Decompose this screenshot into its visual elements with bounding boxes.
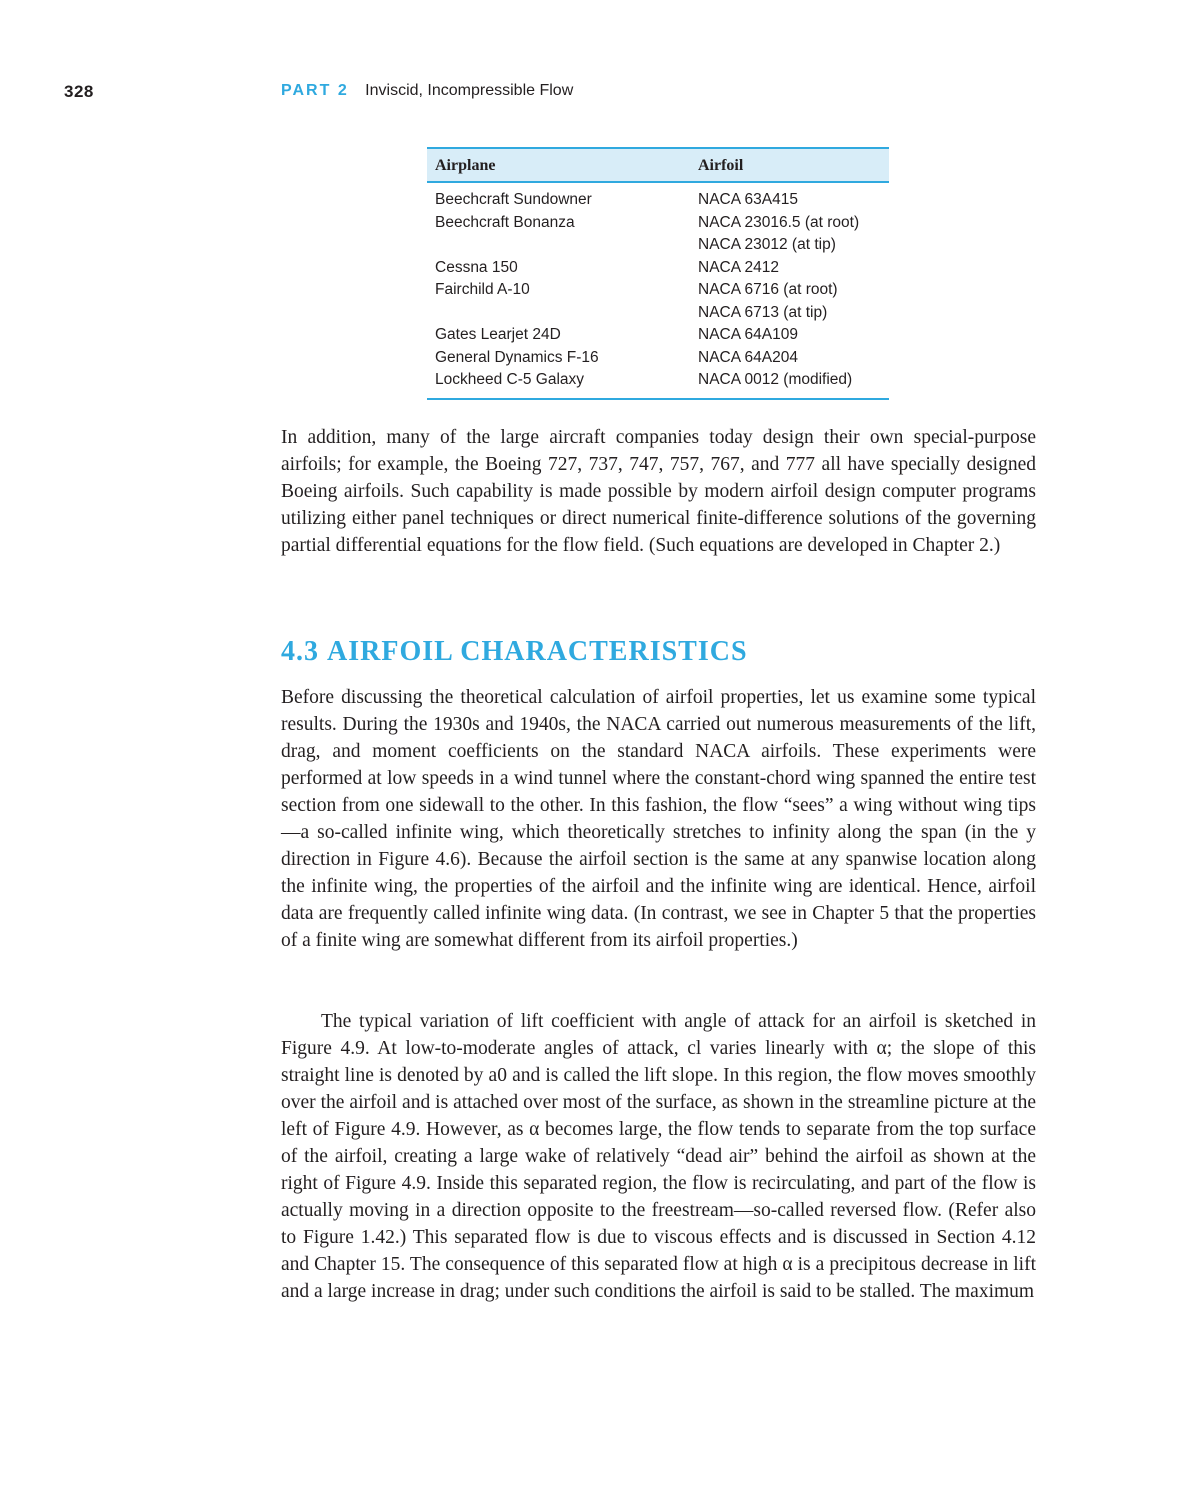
- page-number: 328: [64, 82, 94, 101]
- airfoil-cell: NACA 64A204: [698, 348, 798, 366]
- table-row: [427, 347, 889, 370]
- airplane-cell: Beechcraft Bonanza: [435, 213, 575, 231]
- airplane-cell: Beechcraft Sundowner: [435, 191, 592, 208]
- part-label: PART 2: [281, 82, 349, 99]
- airplane-cell: Fairchild A-10: [435, 281, 530, 298]
- section-title: AIRFOIL CHARACTERISTICS: [327, 636, 748, 667]
- airfoil-cell: NACA 63A415: [698, 191, 798, 208]
- airfoil-cell: NACA 6713 (at tip): [698, 303, 828, 321]
- table-header-row: [427, 148, 889, 182]
- airfoil-cell: NACA 64A109: [698, 326, 798, 343]
- airfoil-cell: NACA 0012 (modified): [690, 369, 889, 399]
- header-airplane: Airplane: [427, 148, 690, 182]
- airplane-cell: Cessna 150: [435, 258, 518, 276]
- body-paragraph-2: The typical variation of lift coefficient with angle of attack for an airfoil is sketched in Figure 4.9. At low-to-moderate angles of attack, cl varies linearly with α; the slope of this straight line is denoted by a0 and is called the lift slope. In this region, the flow moves smoothly over the airfoil and is attached over most of the surface, as shown in the streamline picture at the left of Figure 4.9. However, as α becomes large, the flow tends to separate from the top surface of the airfoil, creating a large wake of relatively “dead air” behind the airfoil as shown at the right of Figure 4.9. Inside this separated region, the flow is recirculating, and part of the flow is actually moving in a direction opposite to the freestream—so-called reversed flow. (Refer also to Figure 1.42.) This separated flow is due to viscous effects and is discussed in Section 4.12 and Chapter 15. The consequence of this separated flow at high α is a precipitous decrease in lift and a large increase in drag; under such conditions the airfoil is said to be stalled. The maximum: [281, 1011, 1036, 1302]
- header-airfoil: Airfoil: [690, 148, 889, 182]
- table-row: [427, 182, 889, 212]
- running-head: [281, 82, 573, 100]
- airplane-cell: Lockheed C-5 Galaxy: [427, 369, 690, 399]
- part-title: Inviscid, Incompressible Flow: [365, 82, 574, 99]
- section-heading: [281, 636, 748, 668]
- airfoil-cell: NACA 23016.5 (at root): [698, 213, 860, 231]
- table-row: [427, 369, 889, 399]
- airplane-cell: General Dynamics F-16: [435, 348, 599, 366]
- table-row: [427, 234, 889, 257]
- airfoil-cell: NACA 2412: [698, 258, 779, 276]
- table-row: [427, 324, 889, 347]
- section-number: 4.3: [281, 636, 319, 667]
- intro-paragraph: In addition, many of the large aircraft companies today design their own special-purpose airfoils; for example, the Boeing 727, 737, 747, 757, 767, and 777 all have specially designed Boeing airfoils. Such capability is made possible by modern airfoil design computer programs utilizing either panel techniques or direct numerical finite-difference solutions of the governing partial differential equations for the flow field. (Such equations are developed in Chapter 2.): [281, 427, 1036, 556]
- airplane-cell: [427, 234, 690, 257]
- body-paragraph-1: Before discussing the theoretical calculation of airfoil properties, let us examine some typical results. During the 1930s and 1940s, the NACA carried out numerous measurements of the lift, drag, and moment coefficients on the standard NACA airfoils. These experiments were performed at low speeds in a wind tunnel where the constant-chord wing spanned the entire test section from one sidewall to the other. In this fashion, the flow “sees” a wing without wing tips—a so-called infinite wing, which theoretically stretches to infinity along the span (in the y direction in Figure 4.6). Because the airfoil section is the same at any spanwise location along the infinite wing, the properties of the airfoil and the infinite wing are identical. Hence, airfoil data are frequently called infinite wing data. (In contrast, we see in Chapter 5 that the properties of a finite wing are somewhat different from its airfoil properties.): [281, 687, 1036, 951]
- table-row: [427, 279, 889, 302]
- airplane-cell: Gates Learjet 24D: [435, 326, 561, 343]
- airfoil-cell: NACA 23012 (at tip): [698, 236, 836, 253]
- table-row: [427, 302, 889, 325]
- table-row: [427, 212, 889, 235]
- airfoil-cell: NACA 6716 (at root): [698, 281, 838, 298]
- airplane-cell: [427, 302, 690, 325]
- table-row: [427, 257, 889, 280]
- airfoil-table: [427, 147, 889, 400]
